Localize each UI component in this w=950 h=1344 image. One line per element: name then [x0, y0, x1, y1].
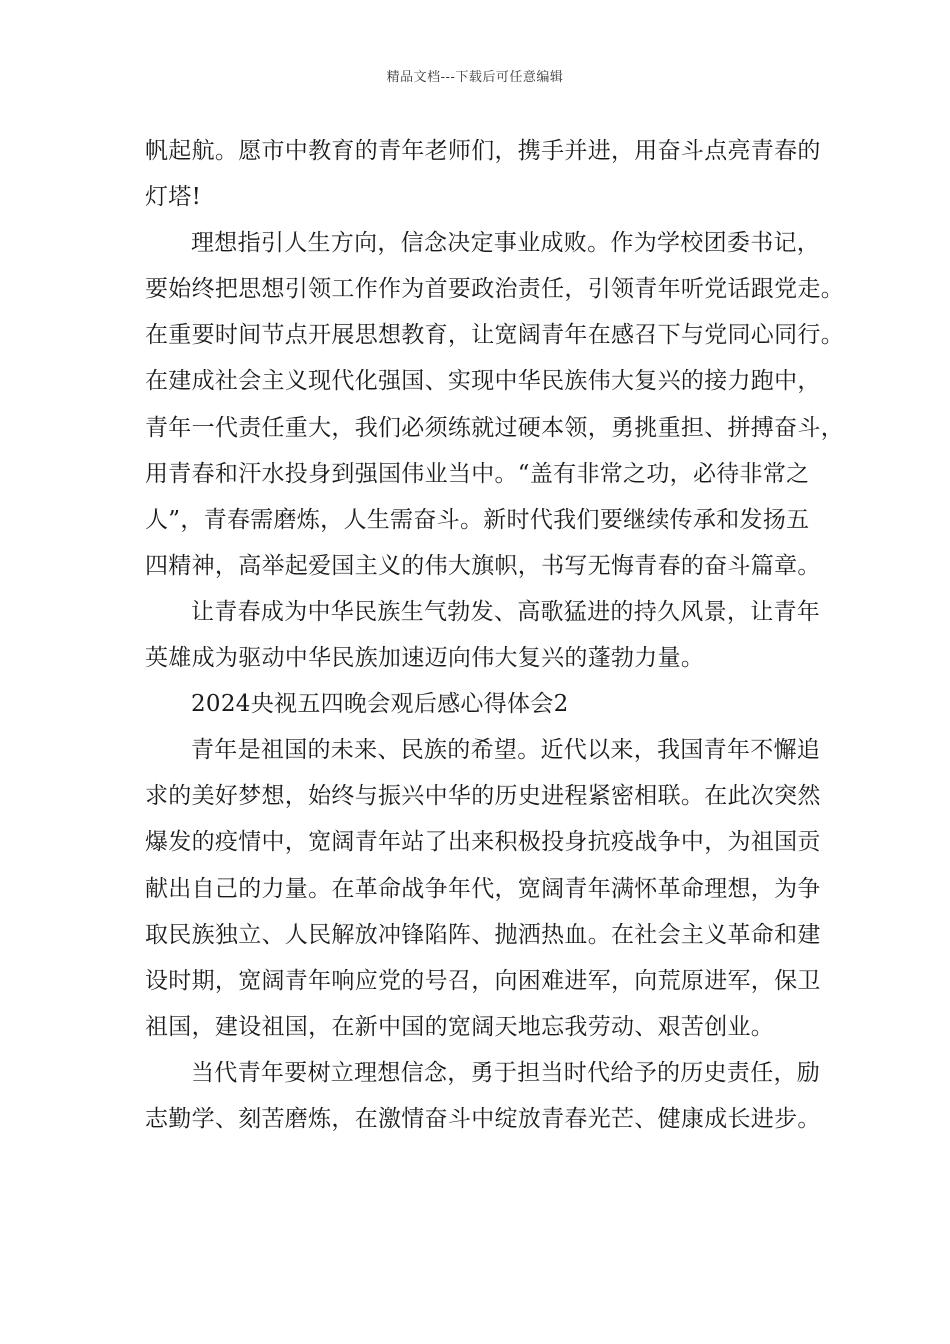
text-line: 青年一代责任重大，我们必须练就过硬本领，勇挑重担、拼搏奋斗， [145, 414, 844, 441]
text-line: 志勤学、刻苦磨炼，在激情奋斗中绽放青春光芒、健康成长进步。 [145, 1105, 821, 1132]
text-line: 爆发的疫情中，宽阔青年站了出来积极投身抗疫战争中，为祖国贡 [145, 829, 821, 856]
section-heading: 2024央视五四晚会观后感心得体会2 [191, 691, 569, 718]
text-line: 设时期，宽阔青年响应党的号召，向困难进军，向荒原进军，保卫 [145, 967, 821, 994]
document-body [145, 128, 844, 1142]
text-line: 取民族独立、人民解放冲锋陷阵、抛洒热血。在社会主义革命和建 [145, 921, 821, 948]
text-line: 灯塔! [145, 184, 202, 211]
text-line: 帆起航。愿市中教育的青年老师们，携手并进，用奋斗点亮青春的 [145, 138, 821, 164]
text-line: 青年是祖国的未来、民族的希望。近代以来，我国青年不懈追 [191, 737, 821, 764]
text-line: 用青春和汗水投身到强国伟业当中。“盖有非常之功，必待非常之 [145, 460, 810, 487]
text-line: 在建成社会主义现代化强国、实现中华民族伟大复兴的接力跑中， [145, 368, 821, 395]
text-line: 在重要时间节点开展思想教育，让宽阔青年在感召下与党同心同行。 [145, 322, 844, 349]
text-line: 求的美好梦想，始终与振兴中华的历史进程紧密相联。在此次突然 [145, 783, 821, 810]
text-line: 人”，青春需磨炼，人生需奋斗。新时代我们要继续传承和发扬五 [145, 506, 810, 533]
text-line: 献出自己的力量。在革命战争年代，宽阔青年满怀革命理想，为争 [145, 875, 821, 902]
text-line: 英雄成为驱动中华民族加速迈向伟大复兴的蓬勃力量。 [145, 645, 705, 672]
text-line: 四精神，高举起爱国主义的伟大旗帜，书写无悔青春的奋斗篇章。 [145, 552, 821, 579]
page-header: 精品文档---下载后可任意编辑 [386, 70, 564, 85]
text-line: 祖国，建设祖国，在新中国的宽阔天地忘我劳动、艰苦创业。 [145, 1013, 775, 1040]
text-line: 要始终把思想引领工作作为首要政治责任，引领青年听党话跟党走。 [145, 276, 844, 303]
text-line: 让青春成为中华民族生气勃发、高歌猛进的持久风景，让青年 [191, 598, 821, 625]
text-line: 当代青年要树立理想信念，勇于担当时代给予的历史责任，励 [191, 1059, 821, 1086]
text-line: 理想指引人生方向，信念决定事业成败。作为学校团委书记， [191, 230, 821, 257]
